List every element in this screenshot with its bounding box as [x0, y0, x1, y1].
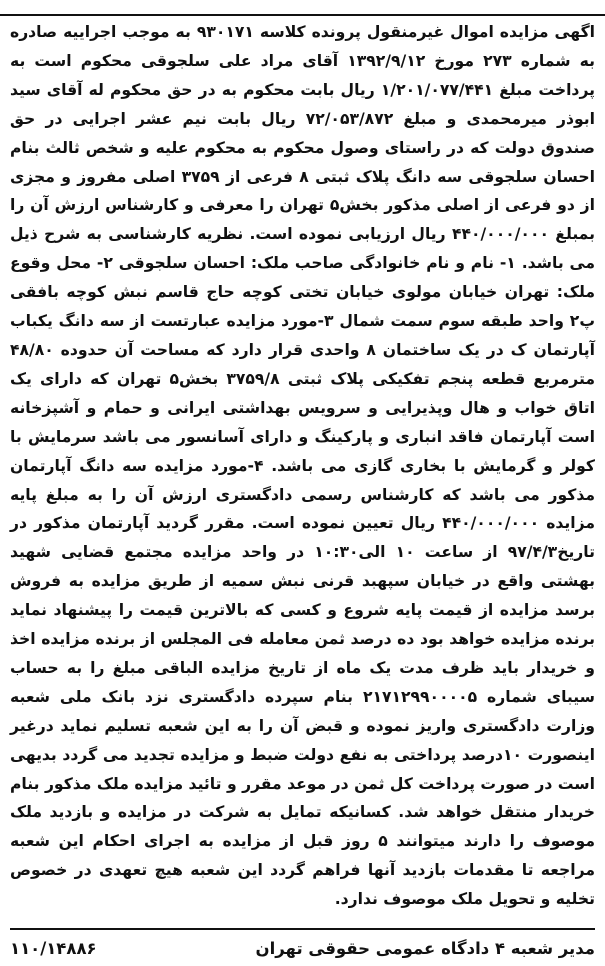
notice-footer: [10, 930, 595, 966]
notice-code: ۱۱۰/۱۴۸۸۶: [10, 938, 97, 958]
top-border: [0, 0, 605, 16]
signature-line: مدیر شعبه ۴ دادگاه عمومی حقوقی تهران: [255, 938, 595, 958]
notice-body-container: [10, 18, 595, 914]
notice-body: اگهی مزایده اموال غیرمنقول پرونده کلاسه ۹۳۰۱۷۱ به موجب اجراییه صادره به شماره ۲۷۳ مورخ ۱۳۹۲/۹/۱۲ آقای مراد علی سلجوقی محکوم است به پرداخت مبلغ ۱/۲۰۱/۰۷۷/۴۴۱ ریال بابت محکوم به در حق محکوم له آقای سید ابوذر میرمحمدی و مبلغ ۷۲/۰۵۳/۸۷۲ ریال بابت نیم عشر اجرایی در حق صندوق دولت که در راستای وصول محکوم به محکوم علیه و شخص ثالث بنام احسان سلجوقی سه دانگ پلاک ثبتی ۸ فرعی از ۳۷۵۹ اصلی مفروز و مجزی از دو فرعی از اصلی مذکور بخش۵ تهران را معرفی و کارشناس ارزش آن را بمبلغ ۴۴۰/۰۰۰/۰۰۰ ریال ارزیابی نموده است. نظریه کارشناسی به شرح ذیل می باشد. ۱- نام و نام خانوادگی صاحب ملک: احسان سلجوقی ۲- محل وقوع ملک: تهران خیابان مولوی خیابان تختی کوچه حاج قاسم نبش کوچه بافقی پ۲ واحد طبقه سوم سمت شمال ۳-مورد مزایده عبارتست از سه دانگ یکباب آپارتمان ک در یک ساختمان ۸ واحدی قرار دارد که مساحت آن حدوده ۴۸/۸۰ مترمربع قطعه پنجم تفکیکی پلاک ثبتی ۳۷۵۹/۸ بخش۵ تهران که دارای یک اتاق خواب و هال وپذیرایی و سرویس بهداشتی ایرانی و حمام و آشپزخانه است آپارتمان فاقد انباری و پارکینگ و دارای آسانسور می باشد سرمایش با کولر و گرمایش با بخاری گازی می باشد. ۴-مورد مزایده سه دانگ آپارتمان مذکور می باشد که کارشناس رسمی دادگستری ارزش آن را به مبلغ پایه مزایده ۴۴۰/۰۰۰/۰۰۰ ریال تعیین نموده است. مقرر گردید آپارتمان مذکور در تاریخ۹۷/۴/۳ از ساعت ۱۰ الی۱۰:۳۰ در واحد مزایده مجتمع قضایی شهید بهشتی واقع در خیابان سپهبد قرنی نبش سمیه از طریق مزایده به فروش برسد مزایده از قیمت پایه شروع و کسی که بالاترین قیمت را پیشنهاد نماید برنده مزایده خواهد بود ده درصد ثمن معامله فی المجلس از برنده مزایده اخذ و خریدار باید ظرف مدت یک ماه از تاریخ مزایده الباقی مبلغ را به حساب سیبای شماره ۲۱۷۱۲۹۹۰۰۰۰۵ بنام سپرده دادگستری نزد بانک ملی شعبه وزارت دادگستری واریز نموده و قبض آن را به این شعبه تسلیم نماید درغیر اینصورت ۱۰درصد پرداختی به نفع دولت ضبط و مزایده تجدید می گردد بدیهی است در صورت پرداخت کل ثمن در موعد مقرر و تائید مزایده ملک مذکور بنام خریدار منتقل خواهد شد. کسانیکه تمایل به شرکت در مزایده و بازدید ملک موصوف را دارند میتوانند ۵ روز قبل از مزایده به اجرای احکام این شعبه مراجعه تا مقدمات بازدید آنها فراهم گردد این شعبه هیچ تعهدی در خصوص تخلیه و تحویل ملک موصوف ندارد.: [10, 23, 596, 909]
